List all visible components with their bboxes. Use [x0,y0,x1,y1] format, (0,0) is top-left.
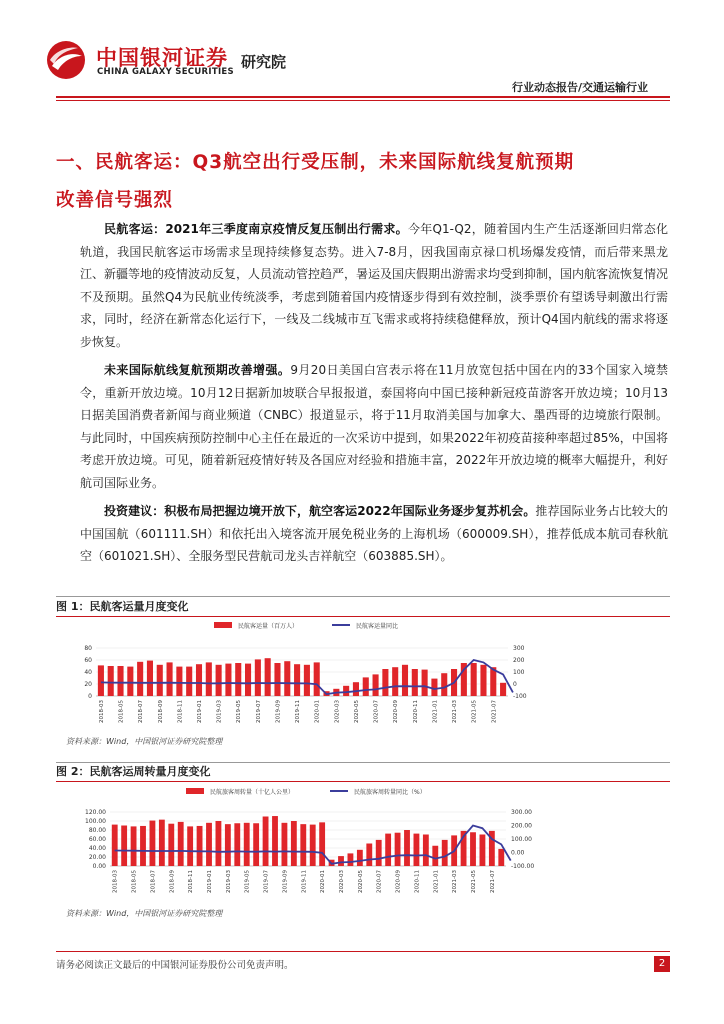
bar-2019-11 [294,664,300,696]
bar-2020-09 [392,667,398,696]
y-right-tick: 100.00 [511,836,532,843]
x-tick-label: 2020-09 [393,700,400,723]
paragraph-international [80,359,668,494]
x-tick-label: 2018-07 [138,700,145,723]
bar-2020-04 [343,686,349,696]
figure2-title-rule [56,781,670,782]
bar-2021-08 [500,683,506,696]
x-tick-label: 2020-01 [314,700,321,723]
logo-text-en: CHINA GALAXY SECURITIES [97,67,234,77]
bar-2020-12 [423,835,429,867]
header-rule [56,96,670,98]
bar-2018-03 [112,825,118,866]
legend-line-label: 民航旅客周转量同比（%） [354,789,426,796]
bar-2021-05 [470,832,476,866]
x-tick-label: 2020-11 [414,870,421,893]
figure2-source: 资料来源：Wind，中国银河证券研究院整理 [66,909,223,918]
x-tick-label: 2020-05 [353,700,360,723]
bar-2019-01 [196,664,202,696]
x-tick-label: 2018-05 [118,700,125,723]
bar-2020-05 [353,682,359,696]
y-right-tick: 200 [513,657,525,664]
legend-bar-swatch [214,622,232,628]
x-tick-label: 2018-07 [150,870,157,893]
y-left-tick: 80 [84,645,92,652]
section-title-line1: 一、民航客运：Q3航空出行受压制，未来国际航线复航预期 [56,152,575,173]
bar-2019-04 [225,664,231,696]
bar-2020-06 [363,677,369,696]
paragraph-international-lead: 未来国际航线复航预期改善增强。 [104,363,291,377]
x-tick-label: 2021-05 [471,700,478,723]
bar-2019-09 [282,823,288,866]
bar-2021-02 [442,840,448,866]
bar-2020-10 [404,830,410,866]
y-right-tick: 100 [513,669,525,676]
bar-2020-05 [357,850,363,866]
bar-2019-04 [234,823,240,866]
bar-2018-03 [98,665,104,696]
y-right-tick: 300 [513,645,525,652]
bar-2020-10 [402,665,408,696]
bar-2018-12 [197,826,203,866]
x-tick-label: 2018-11 [188,870,195,893]
bar-2019-12 [310,825,316,866]
bar-2021-06 [480,665,486,696]
bar-2018-11 [187,826,193,866]
header-rule-thin [56,100,670,101]
x-tick-label: 2020-09 [395,870,402,893]
bar-2018-07 [137,662,143,696]
bar-2020-07 [376,840,382,866]
bar-2019-07 [263,817,269,867]
y-left-tick: 40.00 [88,845,106,852]
y-left-tick: 60 [84,657,92,664]
bar-2021-01 [432,846,438,866]
y-left-tick: 80.00 [88,827,106,834]
bar-2020-08 [385,834,391,866]
bar-2020-07 [373,674,379,696]
bar-2019-01 [206,823,212,866]
bar-2018-10 [178,822,184,866]
bar-2021-06 [480,835,486,867]
x-tick-label: 2020-03 [339,870,345,893]
bar-2020-01 [319,822,325,866]
paragraph-investment [80,500,668,568]
y-left-tick: 0 [88,693,92,700]
bar-2018-12 [186,667,192,696]
bar-2018-04 [108,666,114,696]
bar-2018-08 [159,820,165,866]
x-tick-label: 2018-11 [177,700,184,723]
bar-2019-10 [291,821,297,866]
bar-2018-09 [157,665,163,696]
figure1-title: 图 1：民航客运量月度变化 [56,600,189,613]
x-tick-label: 2019-07 [263,870,270,893]
y-right-tick: 200.00 [511,822,532,830]
x-tick-label: 2021-03 [452,700,459,723]
x-tick-label: 2019-03 [216,700,223,723]
bar-2018-06 [127,667,133,696]
logo-text-cn: 中国银河证券 [96,46,228,70]
bar-2019-02 [206,662,212,696]
bar-2019-03 [216,665,222,696]
legend-bar-swatch [186,788,204,794]
page-number: 2 [654,956,670,972]
x-tick-label: 2021-07 [489,870,496,893]
x-tick-label: 2019-07 [255,700,262,723]
x-tick-label: 2019-01 [197,700,203,723]
x-tick-label: 2018-03 [98,700,105,723]
bar-2018-11 [176,667,182,696]
x-tick-label: 2019-09 [282,870,289,893]
footer-rule [56,951,670,952]
bar-2020-04 [348,853,354,866]
x-tick-label: 2018-09 [169,870,176,893]
x-tick-label: 2019-11 [295,700,302,723]
bar-2019-05 [235,663,241,696]
bar-2019-06 [253,823,259,866]
x-tick-label: 2020-03 [334,700,341,723]
bar-2020-06 [366,844,372,867]
bar-2018-06 [140,826,146,866]
bar-2020-11 [412,669,418,696]
bar-2021-02 [441,673,447,696]
y-left-tick: 120.00 [85,809,106,816]
institute-label: 研究院 [241,53,287,71]
x-tick-label: 2021-01 [433,870,440,893]
bar-2019-02 [216,821,222,866]
x-tick-label: 2021-07 [491,700,498,723]
galaxy-logo-icon [46,40,86,80]
x-tick-label: 2019-11 [301,870,308,893]
x-tick-label: 2018-09 [157,700,164,723]
bar-2019-05 [244,823,250,866]
x-tick-label: 2021-01 [432,700,439,723]
bar-2018-05 [117,666,123,696]
bar-2019-08 [272,816,278,866]
paragraph-international-body: 9月20日美国白宫表示将在11月放宽包括中国在内的33个国家入境禁令，重新开放边境。10月12日据新加坡联合早报报道，泰国将向中国已接种新冠疫苗游客开放边境；10月13日据美国消费者新闻与商业频道（CNBC）报道显示，将于11月取消美国与加拿大、墨西哥的边境旅行限制。与此同时，中国疾病预防控制中心主任在最近的一次采访中提到，如果2022年初疫苗接种率超过85%，中国将考虑开放边境。可见，随着新冠疫情好转及各国应对经验和措施丰富，2022年开放边境的概率大幅提升，利好航司国际业务。 [80,363,668,490]
bar-2018-10 [167,662,173,696]
y-left-tick: 0.00 [92,863,106,870]
x-tick-label: 2020-07 [376,870,383,893]
paragraph-investment-lead: 投资建议：积极布局把握边境开放下，航空客运2022年国际业务逐步复苏机会。 [104,504,536,518]
bar-2019-12 [304,665,310,696]
bar-2021-05 [471,663,477,696]
x-tick-label: 2021-05 [471,870,477,893]
y-right-tick: -100 [513,693,527,700]
legend-line-label: 民航客运量同比 [356,623,399,630]
y-right-tick: -100.00 [511,863,535,870]
figure1-title-rule [56,616,670,617]
bar-2020-01 [314,662,320,696]
y-right-tick: 300.00 [511,809,532,816]
chart-passenger-volume [56,618,670,730]
legend-bar-label: 民航客运量（百万人） [238,623,299,630]
paragraph-domestic [80,218,668,353]
x-tick-label: 2019-03 [225,870,232,893]
x-tick-label: 2019-05 [236,700,243,723]
bar-2018-05 [131,826,137,866]
paragraph-domestic-body: 今年Q1-Q2，随着国内生产生活逐渐回归常态化轨道，我国民航客运市场需求呈现持续修复态势。进入7-8月，因我国南京禄口机场爆发疫情，而后带来黑龙江、新疆等地的疫情波动反复，人员流动管控趋严，暑运及国庆假期出游需求均受到抑制，国内航客流恢复情况不及预期。虽然Q4为民航业传统淡季，考虑到随着国内疫情逐步得到有效控制，淡季票价有望诱导刺激出行需求，同时，经济在新常态化运行下，一线及二线城市互飞需求或将持续稳健释放，预计Q4国内航线的需求将逐步恢复。 [80,222,669,349]
bar-2021-01 [431,679,437,696]
bar-2020-11 [414,834,420,866]
bar-2019-03 [225,824,231,866]
x-tick-label: 2019-09 [275,700,282,723]
figure2-title: 图 2：民航客运周转量月度变化 [56,765,211,778]
x-tick-label: 2018-05 [131,870,138,893]
legend-bar-label: 民航旅客周转量（十亿人公里） [210,789,295,796]
bar-2020-09 [395,833,401,866]
bar-2019-10 [284,661,290,696]
bar-2020-08 [382,669,388,696]
bar-2018-07 [150,821,156,866]
x-tick-label: 2020-01 [320,870,327,893]
x-tick-label: 2021-03 [452,870,459,893]
paragraph-domestic-lead: 民航客运：2021年三季度南京疫情反复压制出行需求。 [104,222,408,236]
y-right-tick: 0.00 [511,849,525,857]
y-left-tick: 20 [84,681,92,688]
bar-2019-07 [255,659,261,696]
bar-2018-04 [121,826,127,867]
figure1-top-rule [56,596,670,597]
x-tick-label: 2018-03 [112,870,119,893]
bar-2021-08 [498,849,504,866]
x-tick-label: 2020-07 [373,700,380,723]
footer-disclaimer: 请务必阅读正文最后的中国银河证券股份公司免责声明。 [56,960,294,971]
paragraph-investment-body: 推荐国际业务占比较大的中国国航（601111.SH）和依托出入境客流开展免税业务的上海机场（600009.SH），推荐低成本航司春秋航空（601021.SH）、全服务型民营航司龙头吉祥航空（603885.SH）。 [80,504,668,563]
y-left-tick: 40 [84,669,92,676]
y-left-tick: 60.00 [88,836,106,843]
x-tick-label: 2019-01 [207,870,213,893]
bar-2019-08 [265,658,271,696]
header [0,0,724,110]
bar-2019-06 [245,664,251,696]
y-left-tick: 100.00 [85,818,106,825]
x-tick-label: 2019-05 [244,870,251,893]
bar-2018-08 [147,661,153,696]
x-tick-label: 2020-05 [357,870,364,893]
y-left-tick: 20.00 [88,854,106,861]
bar-2019-09 [274,663,280,696]
report-type: 行业动态报告/交通运输行业 [512,81,649,94]
y-right-tick: 0 [513,681,517,688]
bar-2020-03 [338,856,344,866]
x-tick-label: 2020-11 [412,700,419,723]
bar-2018-09 [168,824,174,866]
chart-passenger-turnover [56,784,670,904]
figure1-source: 资料来源：Wind，中国银河证券研究院整理 [66,737,223,746]
bar-2020-12 [422,670,428,696]
section-title-line2: 改善信号强烈 [56,190,174,211]
bar-2019-11 [300,824,306,866]
